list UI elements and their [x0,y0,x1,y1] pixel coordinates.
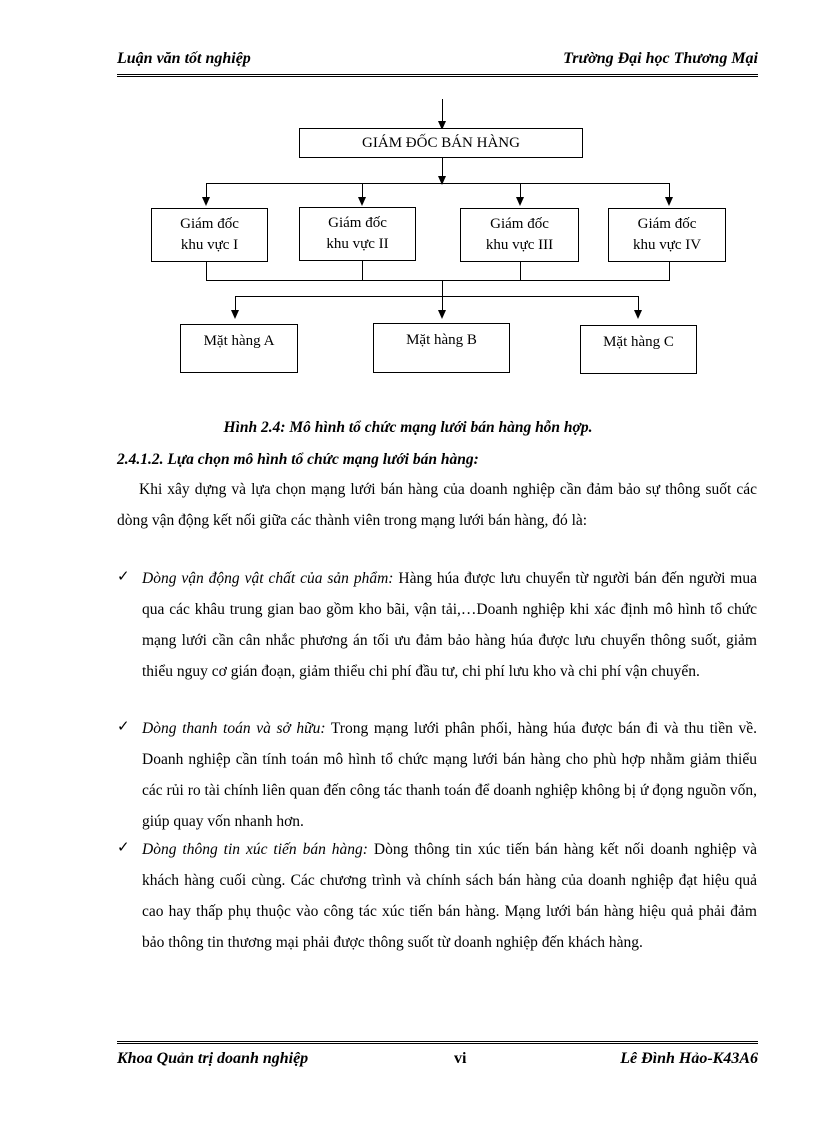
header-left: Luận văn tốt nghiệp [117,50,251,67]
region-2-line2: khu vực II [326,236,389,252]
page-header [117,48,758,77]
connector-line [235,296,236,310]
bullet-2-text: Trong mạng lưới phân phối, hàng húa được bán đi và thu tiền về. Doanh nghiệp cần tính toán mô hình tổ chức mạng lưới bán hàng cho phù hợp nhằm giảm thiểu các rủi ro tài chính liên quan đến công tác thanh toán để doanh nghiệp không bị ứ đọng nguồn vốn, giúp quay vốn nhanh hơn. [142,720,758,830]
connector-line [206,262,207,280]
arrow-head [665,197,673,206]
region-1-line2: khu vực I [180,237,239,253]
bullet-1-term: Dòng vận động vật chất của sản phẩm: [142,570,394,587]
bullet-item-3 [142,834,757,958]
connector-line [520,262,521,280]
page-footer [117,1041,758,1074]
footer-right: Lê Đình Hảo-K43A6 [620,1050,758,1067]
header-right: Trường Đại học Thương Mại [563,50,758,67]
product-b-label: Mặt hàng B [406,332,477,348]
arrow-head [358,197,366,206]
connector-line [235,296,639,297]
region-box-3 [460,208,579,262]
bullet-2-term: Dòng thanh toán và sở hữu: [142,720,326,737]
bullet-item-1 [142,563,757,687]
figure-caption: Hình 2.4: Mô hình tổ chức mạng lưới bán hàng hỗn hợp. [223,419,593,436]
arrow-head [634,310,642,319]
connector-line [206,183,207,197]
section-heading: 2.4.1.2. Lựa chọn mô hình tổ chức mạng lưới bán hàng: [117,451,479,468]
connector-line [442,158,443,176]
page-number: vi [454,1050,467,1067]
region-box-1 [151,208,268,262]
region-3-line2: khu vực III [485,237,554,253]
director-label: GIÁM ĐỐC BÁN HÀNG [362,135,520,151]
arrow-head [516,197,524,206]
region-2-line1: Giám đốc [328,215,387,231]
connector-line [520,183,521,197]
connector-line [442,296,443,310]
product-a-label: Mặt hàng A [203,333,275,349]
product-c-label: Mặt hàng C [603,334,674,350]
connector-line [206,183,670,184]
check-icon: ✓ [117,840,130,856]
bullet-1-text: Hàng húa được lưu chuyển từ người bán đến người mua qua các khâu trung gian bao gồm kho bãi, vận tải,…Doanh nghiệp khi xác định mô hình tổ chức mạng lưới cần cân nhắc phương án tối ưu đảm bảo hàng húa được lưu chuyển thông suốt, giảm thiểu nguy cơ gián đoạn, giảm thiểu chi phí đầu tư, chi phí lưu kho và chi phí vận chuyển. [142,570,757,680]
check-icon: ✓ [117,569,130,585]
bullet-3-text: Dòng thông tin xúc tiến bán hàng kết nối doanh nghiệp và khách hàng cuối cùng. Các chương trình và chính sách bán hàng của doanh nghiệp đạt hiệu quả cao hay thấp phụ thuộc vào công tác xúc tiến bán hàng. Mạng lưới bán hàng hiệu quả phải đảm bảo thông tin thương mại phải được thông suốt từ doanh nghiệp đến khách hàng. [142,841,757,951]
connector-line [669,183,670,197]
connector-line [362,183,363,197]
region-3-line1: Giám đốc [490,216,549,232]
connector-line [442,99,443,121]
region-1-line1: Giám đốc [180,216,239,232]
connector-line [638,296,639,310]
connector-line [442,280,443,296]
connector-line [362,261,363,280]
product-box-b [373,323,510,373]
region-4-line1: Giám đốc [637,216,697,232]
arrow-head [438,310,446,319]
footer-left: Khoa Quản trị doanh nghiệp [117,1050,309,1067]
region-4-line2: khu vực IV [632,237,702,253]
connector-line [206,280,670,281]
region-box-2 [299,207,416,261]
intro-paragraph: Khi xây dựng và lựa chọn mạng lưới bán hàng của doanh nghiệp cần đảm bảo sự thông suốt các dòng vận động kết nối giữa các thành viên trong mạng lưới bán hàng, đó là: [117,481,757,529]
connector-line [669,262,670,280]
bullet-item-2 [142,713,757,837]
arrow-head [202,197,210,206]
director-box [299,128,583,158]
check-icon: ✓ [117,719,130,735]
arrow-head [231,310,239,319]
region-box-4 [608,208,726,262]
product-box-c [580,325,697,374]
product-box-a [180,324,298,373]
bullet-3-term: Dòng thông tin xúc tiến bán hàng: [142,841,368,858]
